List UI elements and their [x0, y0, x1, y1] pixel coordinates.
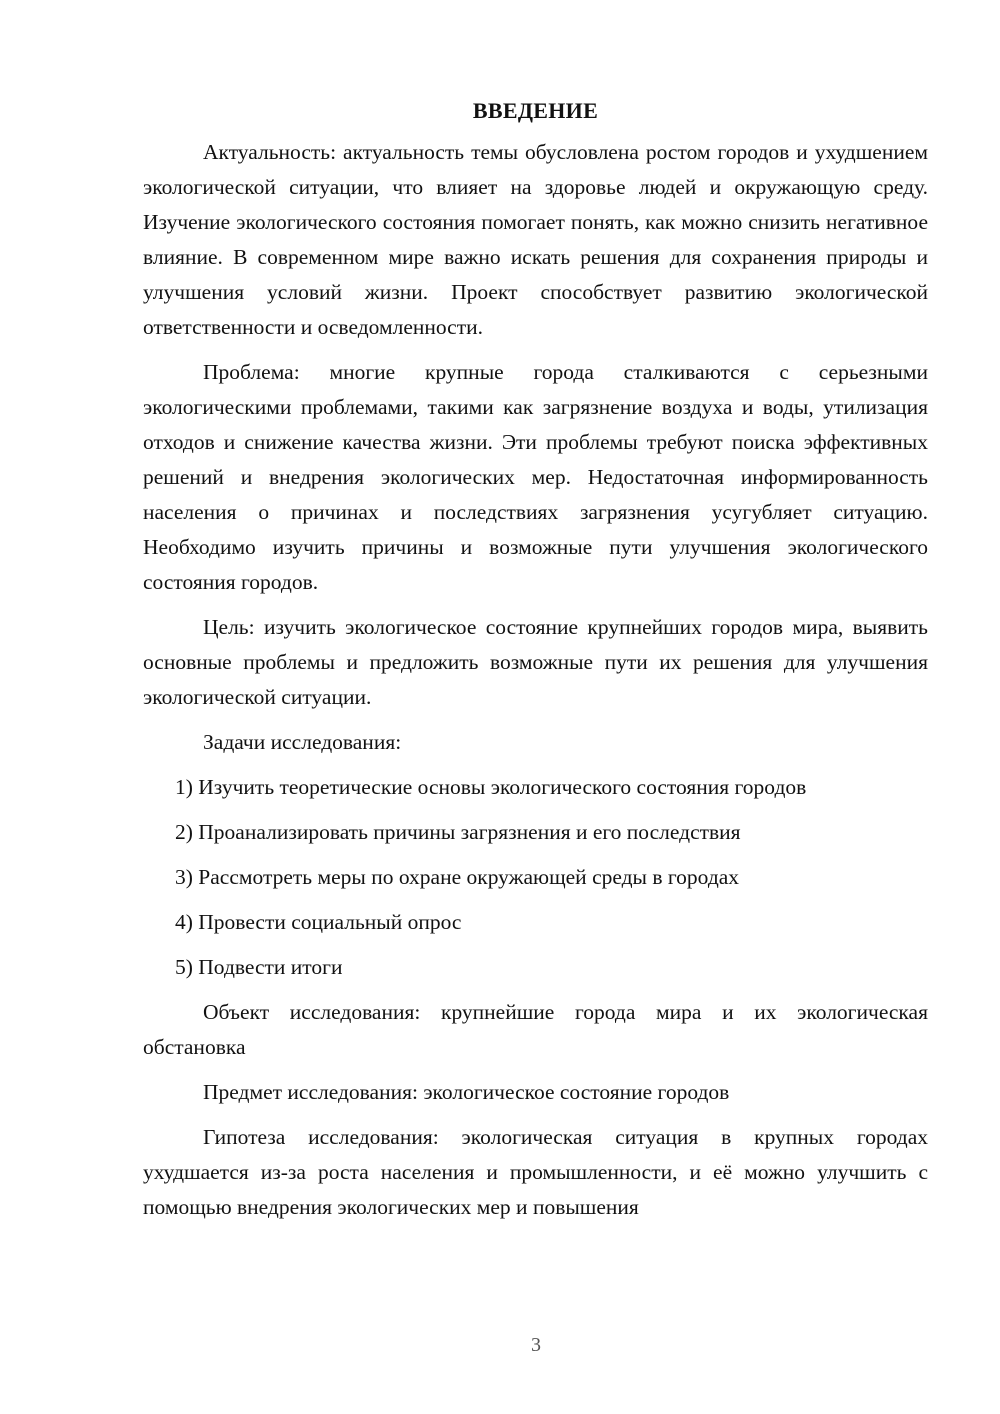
object-paragraph: Объект исследования: крупнейшие города мира и их экологическая обстановка — [143, 1000, 928, 1059]
task-item: 4) Провести социальный опрос — [175, 910, 462, 934]
goal-paragraph: Цель: изучить экологическое состояние крупнейших городов мира, выявить основные проблемы и предложить возможные пути их решения для улучшения экологической ситуации. — [143, 615, 928, 709]
document-page — [143, 96, 928, 1235]
page-title: ВВЕДЕНИЕ — [472, 98, 599, 123]
task-item: 5) Подвести итоги — [175, 955, 343, 979]
task-item: 2) Проанализировать причины загрязнения и его последствия — [175, 820, 741, 844]
relevance-paragraph: Актуальность: актуальность темы обусловлена ростом городов и ухудшением экологической ситуации, что влияет на здоровье людей и окружающую среду. Изучение экологического состояния помогает понять, как можно снизить негативное влияние. В современном мире важно искать решения для сохранения природы и улучшения условий жизни. Проект способствует развитию экологической ответственности и осведомленности. — [143, 140, 928, 339]
task-item: 3) Рассмотреть меры по охране окружающей среды в городах — [175, 865, 740, 889]
problem-paragraph: Проблема: многие крупные города сталкиваются с серьезными экологическими проблемами, такими как загрязнение воздуха и воды, утилизация отходов и снижение качества жизни. Эти проблемы требуют поиска эффективных решений и внедрения экологических мер. Недостаточная информированность населения о причинах и последствиях загрязнения усугубляет ситуацию. Необходимо изучить причины и возможные пути улучшения экологического состояния городов. — [143, 360, 928, 594]
hypothesis-paragraph: Гипотеза исследования: экологическая ситуация в крупных городах ухудшается из-за роста населения и промышленности, и её можно улучшить с помощью внедрения экологических мер и повышения — [143, 1125, 928, 1219]
tasks-heading: Задачи исследования: — [203, 730, 402, 754]
tasks-list — [143, 770, 928, 985]
page-number: 3 — [531, 1334, 541, 1356]
subject-paragraph: Предмет исследования: экологическое состояние городов — [203, 1080, 730, 1104]
task-item: 1) Изучить теоретические основы экологического состояния городов — [175, 775, 807, 799]
